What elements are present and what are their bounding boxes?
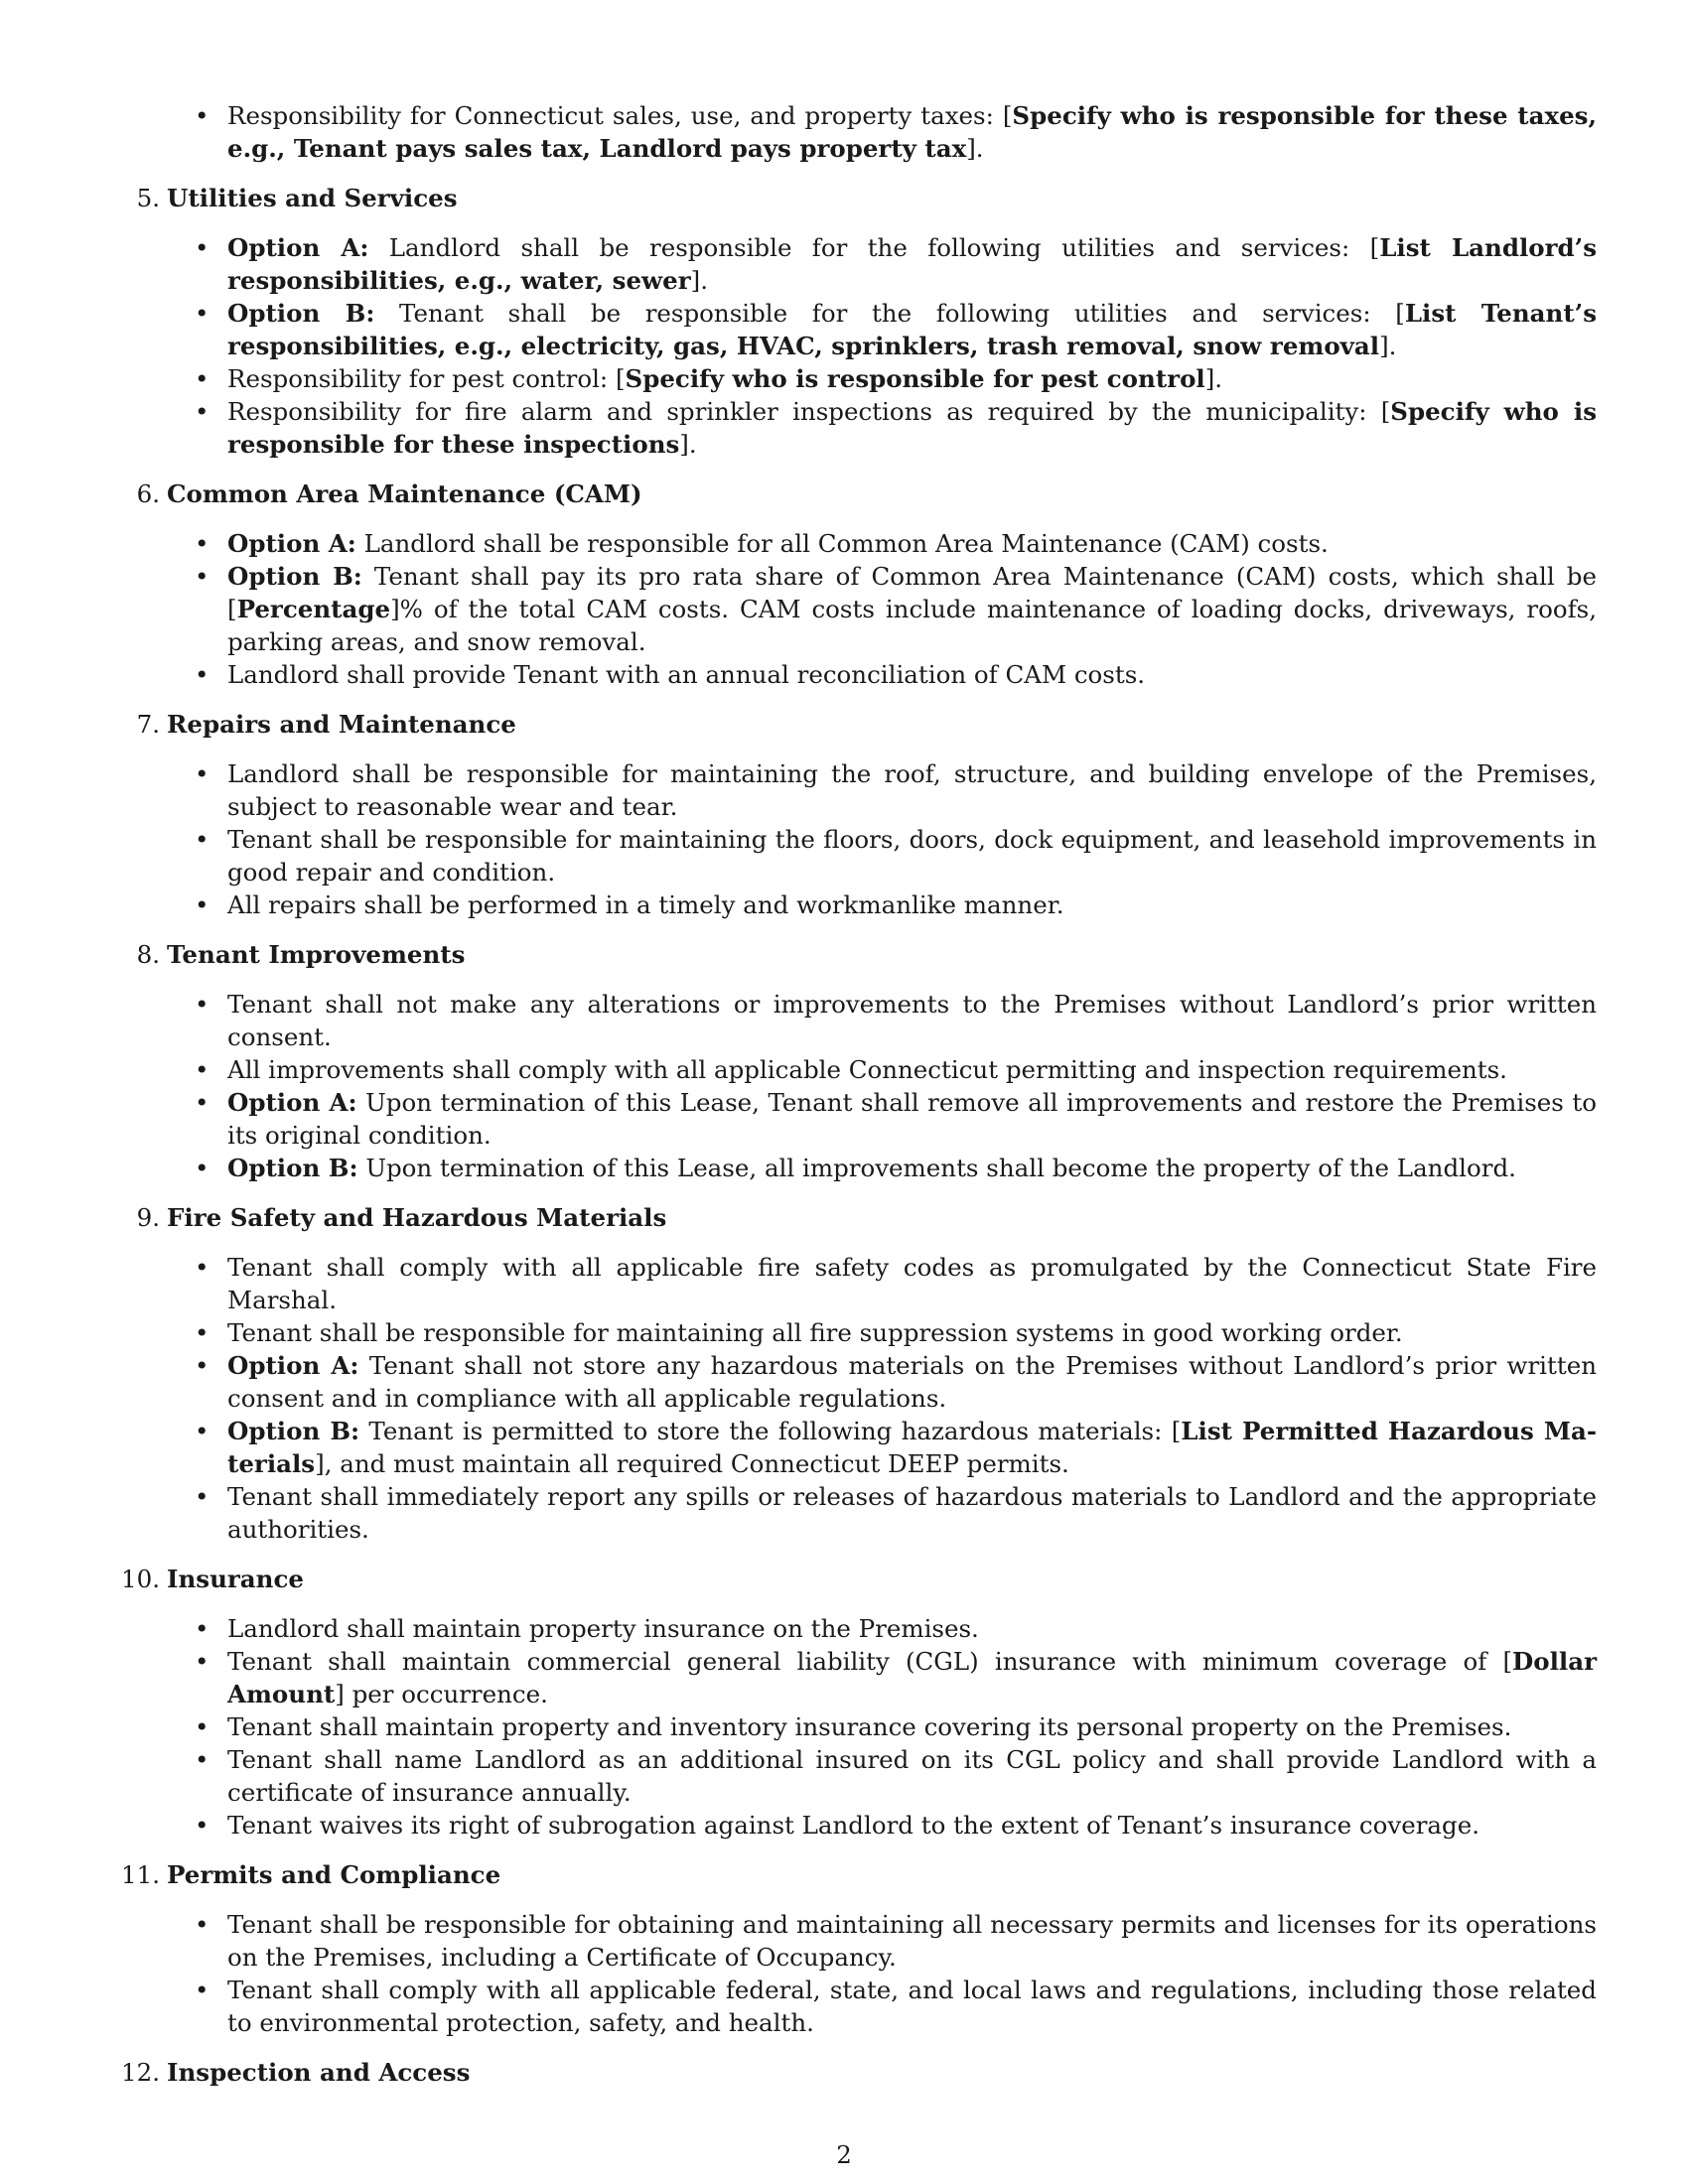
section-heading: Tenant Improvements: [167, 940, 466, 969]
body-text: Tenant shall comply with all applicable fire safety codes as promulgated by the Connecticut State Fire Marshal.: [227, 1253, 1597, 1314]
page-number: 2: [836, 2140, 852, 2169]
body-text: Tenant shall be responsible for the following utilities and services: [: [374, 299, 1405, 328]
section-number: 8.: [136, 940, 160, 969]
section-number: 5.: [136, 184, 160, 212]
section-number: 7.: [136, 710, 160, 739]
bold-text: Option B:: [227, 1417, 360, 1445]
section-heading: Insurance: [167, 1565, 304, 1593]
body-text: All improvements shall comply with all applicable Connecticut permitting and inspection requirements.: [227, 1055, 1507, 1084]
body-text: Tenant shall name Landlord as an additional insured on its CGL policy and shall provide Landlord with a certificate of insurance annually.: [227, 1745, 1597, 1807]
lease-sections: [117, 99, 1597, 2089]
section-heading: Repairs and Maintenance: [167, 710, 516, 739]
list-item: [227, 297, 1597, 362]
body-text: Landlord shall be responsible for the following utilities and services: [: [368, 233, 1380, 262]
list-item: [227, 1743, 1597, 1809]
body-text: ].: [679, 430, 697, 459]
body-text: Tenant shall not store any hazardous materials on the Premises without Landlord’s prior written consent and in compliance with all applicable regulations.: [227, 1351, 1597, 1413]
list-item: [227, 1908, 1597, 1974]
list-item: [227, 1053, 1597, 1086]
body-text: Landlord shall be responsible for maintaining the roof, structure, and building envelope of the Premises, subject to reasonable wear and tear.: [227, 759, 1597, 821]
list-item: [227, 1316, 1597, 1349]
section: [117, 478, 1597, 691]
list-item: [227, 99, 1597, 165]
body-text: Tenant shall be responsible for maintaining the floors, doors, dock equipment, and leasehold improvements in good repair and condition.: [227, 825, 1597, 887]
bold-text: Option A:: [227, 1088, 357, 1117]
bold-text: Option A:: [227, 529, 356, 558]
body-text: Tenant shall maintain property and inventory insurance covering its personal property on the Premises.: [227, 1712, 1512, 1741]
body-text: Landlord shall maintain property insurance on the Premises.: [227, 1614, 979, 1643]
section: [117, 938, 1597, 1184]
bold-text: Option B:: [227, 562, 362, 591]
section: [117, 1858, 1597, 2039]
bold-text: Option A:: [227, 233, 369, 262]
list-item: [227, 1415, 1597, 1480]
section-number: 10.: [121, 1565, 160, 1593]
bold-text: Option A:: [227, 1351, 359, 1380]
section-heading: Utilities and Services: [167, 184, 458, 212]
list-item: [227, 1480, 1597, 1546]
bold-text: List Tenant’s responsibilities, e.g., electricity, gas, HVAC, sprinklers, trash removal, snow removal: [227, 299, 1597, 360]
section: [117, 708, 1597, 921]
section-number: 9.: [136, 1203, 160, 1232]
body-text: Upon termination of this Lease, all improvements shall become the property of the Landlord.: [357, 1154, 1516, 1182]
list-item: [227, 1612, 1597, 1645]
list-item: [227, 1974, 1597, 2039]
body-text: Landlord shall provide Tenant with an annual reconciliation of CAM costs.: [227, 660, 1146, 689]
list-item: [227, 527, 1597, 560]
section-heading: Permits and Compliance: [167, 1860, 501, 1889]
section: [117, 1201, 1597, 1546]
body-text: ]% of the total CAM costs. CAM costs include maintenance of loading docks, driveways, roofs, parking areas, and snow removal.: [227, 595, 1597, 656]
bullet-list: [167, 988, 1597, 1184]
list-item: [227, 1645, 1597, 1710]
bullet-list: [167, 1908, 1597, 2039]
section: [117, 2056, 1597, 2089]
body-text: Responsibility for Connecticut sales, use, and property taxes: [: [227, 101, 1013, 130]
bullet-list: [167, 231, 1597, 461]
list-item: [227, 888, 1597, 921]
body-text: ].: [966, 134, 984, 163]
body-text: Tenant is permitted to store the following hazardous materials: [: [359, 1417, 1182, 1445]
body-text: Tenant shall maintain commercial general liability (CGL) insurance with minimum coverage of [: [227, 1647, 1513, 1676]
bullet-list: [167, 99, 1597, 165]
body-text: Tenant shall comply with all applicable federal, state, and local laws and regulations, including those related to environmental protection, safety, and health.: [227, 1976, 1597, 2037]
list-item: [227, 395, 1597, 461]
section-number: 6.: [136, 479, 160, 508]
body-text: Responsibility for fire alarm and sprinkler inspections as required by the municipality: [: [227, 397, 1391, 426]
bold-text: Percentage: [236, 595, 391, 623]
body-text: Tenant shall be responsible for maintaining all fire suppression systems in good working order.: [227, 1318, 1403, 1347]
bullet-list: [167, 527, 1597, 691]
bold-text: List Permitted Hazardous Materials: [227, 1417, 1597, 1478]
bullet-list: [167, 1612, 1597, 1842]
body-text: Upon termination of this Lease, Tenant shall remove all improvements and restore the Premises to its original condition.: [227, 1088, 1597, 1150]
list-item: [227, 560, 1597, 658]
list-item: [227, 757, 1597, 823]
list-item: [227, 823, 1597, 888]
list-item: [227, 362, 1597, 395]
body-text: ], and must maintain all required Connecticut DEEP permits.: [315, 1449, 1069, 1478]
section-number: 11.: [121, 1860, 160, 1889]
bold-text: Dollar Amount: [227, 1647, 1597, 1708]
bold-text: Specify who is responsible for these inspections: [227, 397, 1597, 459]
list-item: [227, 1809, 1597, 1842]
body-text: ].: [1379, 332, 1397, 360]
bold-text: Specify who is responsible for pest control: [625, 364, 1205, 393]
bold-text: Option B:: [227, 299, 375, 328]
body-text: Tenant shall immediately report any spills or releases of hazardous materials to Landlord and the appropriate authorities.: [227, 1482, 1597, 1544]
bullet-list: [167, 757, 1597, 921]
list-item: [227, 988, 1597, 1053]
body-text: Landlord shall be responsible for all Common Area Maintenance (CAM) costs.: [355, 529, 1329, 558]
body-text: Responsibility for pest control: [: [227, 364, 626, 393]
body-text: Tenant shall pay its pro rata share of Common Area Maintenance (CAM) costs, which shall be [: [227, 562, 1597, 623]
body-text: Tenant shall not make any alterations or improvements to the Premises without Landlord’s prior written consent.: [227, 990, 1597, 1051]
section-heading: Fire Safety and Hazardous Materials: [167, 1203, 667, 1232]
bold-text: Option B:: [227, 1154, 358, 1182]
bold-text: List Landlord’s responsibilities, e.g., water, sewer: [227, 233, 1597, 295]
list-item: [227, 1251, 1597, 1316]
body-text: Tenant waives its right of subrogation against Landlord to the extent of Tenant’s insurance coverage.: [227, 1811, 1479, 1840]
section: [117, 182, 1597, 461]
body-text: ] per occurrence.: [335, 1680, 548, 1708]
body-text: All repairs shall be performed in a timely and workmanlike manner.: [227, 890, 1064, 919]
bullet-list: [167, 1251, 1597, 1546]
list-item: [227, 1710, 1597, 1743]
body-text: Tenant shall be responsible for obtaining and maintaining all necessary permits and licenses for its operations on the Premises, including a Certificate of Occupancy.: [227, 1910, 1597, 1972]
list-item: [227, 1349, 1597, 1415]
body-text: ].: [690, 266, 709, 295]
section-number: 12.: [121, 2058, 160, 2087]
section-heading: Common Area Maintenance (CAM): [167, 479, 642, 508]
section: [117, 1563, 1597, 1842]
section-continuation: [117, 99, 1597, 165]
list-item: [227, 658, 1597, 691]
list-item: [227, 1086, 1597, 1152]
section-heading: Inspection and Access: [167, 2058, 471, 2087]
list-item: [227, 1152, 1597, 1184]
list-item: [227, 231, 1597, 297]
bold-text: Specify who is responsible for these taxes, e.g., Tenant pays sales tax, Landlord pays property tax: [227, 101, 1597, 163]
body-text: ].: [1204, 364, 1223, 393]
